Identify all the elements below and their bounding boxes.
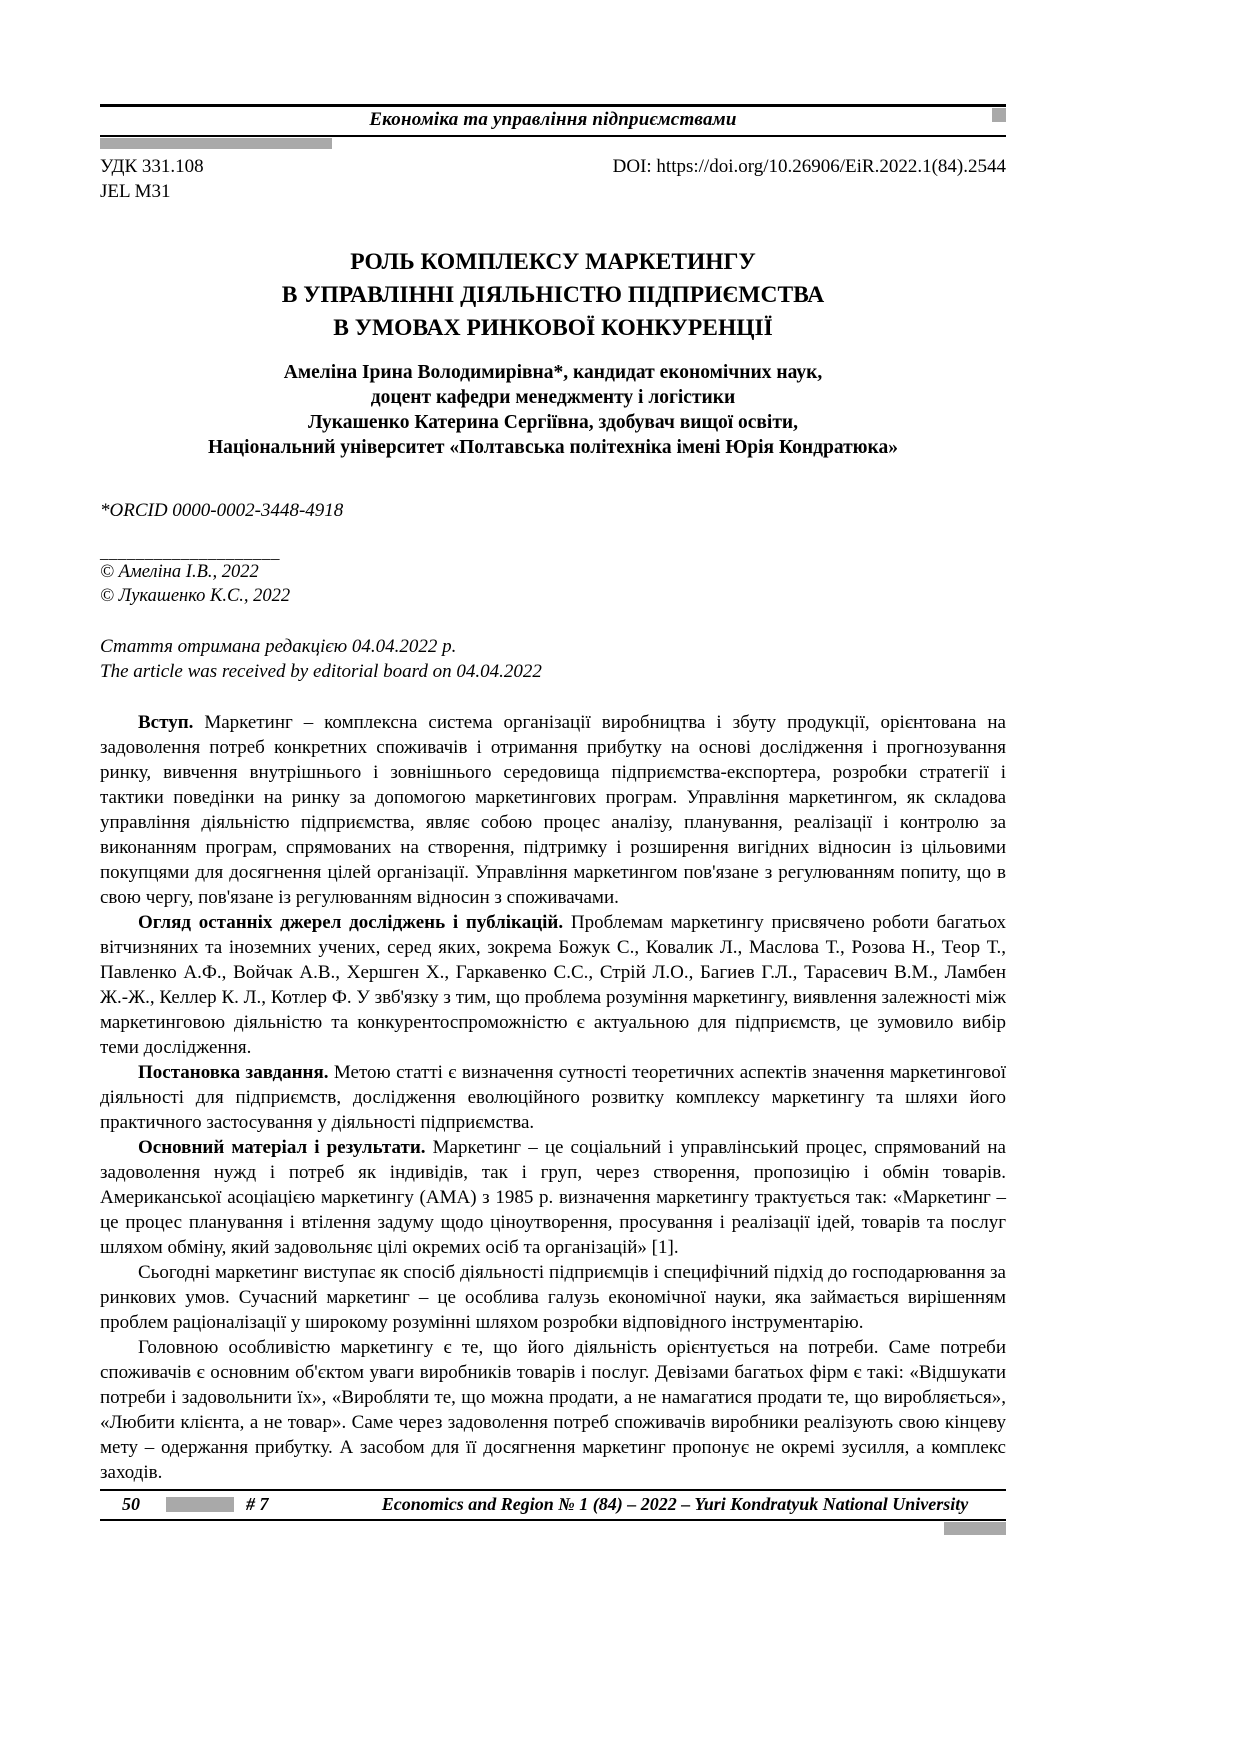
paragraph-text: Маркетинг – комплексна система організації виробництва і збуту продукції, орієнтована на задоволення потреб конкретних споживачів і отримання прибутку на основі дослідження і прогнозування ринку, вивчення внутрішнього і зовнішнього середовища підприємства-експортера, розробки стратегії і тактики поведінки на ринку за допомогою маркетингових програм. Управління маркетингом, як складова управління діяльністю підприємства, являє собою процес аналізу, планування, реалізації і контролю за виконанням програм, спрямованих на створення, підтримку і розширення вигідних відносин із цільовими покупцями для досягнення цілей організації. Управління маркетингом пов'язане з регулюванням попиту, що в свою чергу, пов'язане із регулюванням відносин з споживачами. [100, 712, 1006, 908]
page-footer [100, 1489, 1006, 1535]
udk-code: УДК 331.108 [100, 156, 204, 177]
header-accent-square [992, 108, 1006, 122]
paragraph-lead: Основний матеріал і результати. [138, 1137, 426, 1158]
journal-section-title: Економіка та управління підприємствами [369, 109, 737, 130]
doi-line: DOI: https://doi.org/10.26906/EiR.2022.1(84).2544 [612, 156, 1006, 177]
footer-accent-square [944, 1522, 1006, 1535]
paragraph-text: Маркетинг – це соціальний і управлінський процес, спрямований на задоволення нужд і потреб як індивідів, так і груп, через створення, пропозицію і обмін товарів. Американської асоціацією маркетингу (АМА) з 1985 р. визначення маркетингу трактується так: «Маркетинг – це процес планування і втілення задуму щодо ціноутворення, просування і реалізації ідей, товарів та послуг шляхом обміну, який задовольняє цілі окремих осіб та організацій» [1]. [100, 1137, 1006, 1258]
paragraph-lead: Вступ. [138, 712, 194, 733]
paragraph-text: Проблемам маркетингу присвячено роботи багатьох вітчизняних та іноземних учених, серед яких, зокрема Божук С., Ковалик Л., Маслова Т., Розова Н., Теор Т., Павленко А.Ф., Войчак А.В., Хершген Х., Гаркавенко С.С., Стрій Л.О., Багиев Г.Л., Тарасевич В.М., Ламбен Ж.-Ж., Келлер К. Л., Котлер Ф. У звб'язку з тим, що проблема розуміння маркетингу, виявлення залежності між маркетинговою діяльністю та конкурентоспроможністю є актуальною для підприємств, це зумовило вибір теми дослідження. [100, 912, 1007, 1058]
affiliation-line: Національний університет «Полтавська політехніка імені Юрія Кондратюка» [208, 437, 898, 458]
copyright-line: © Лукашенко К.С., 2022 [100, 586, 291, 606]
jel-code: JEL M31 [100, 181, 171, 202]
paragraph-text: Метою статті є визначення сутності теоретичних аспектів значення маркетингової діяльності для підприємств, дослідження еволюційного розвитку комплексу маркетингу та шляхи його практичного застосування у діяльності підприємства. [100, 1062, 1006, 1133]
copyright-line: © Амеліна І.В., 2022 [100, 562, 259, 582]
paragraph-lead: Постановка завдання. [138, 1062, 329, 1083]
article-title [100, 246, 1006, 345]
article-body [100, 710, 1006, 1485]
header-accent-band [100, 138, 332, 149]
author-line: Лукашенко Катерина Сергіївна, здобувач вищої освіти, [307, 412, 799, 433]
copyright-block [100, 543, 1006, 608]
title-line: В УПРАВЛІННІ ДІЯЛЬНІСТЮ ПІДПРИЄМСТВА [281, 282, 825, 308]
footer-journal-line: Economics and Region № 1 (84) – 2022 – Yuri Kondratyuk National University [381, 1494, 969, 1514]
paragraph [100, 1260, 1006, 1335]
author-line: доцент кафедри менеджменту і логістики [370, 387, 736, 408]
paragraph-text: Сьогодні маркетинг виступає як спосіб діяльності підприємців і специфічний підхід до господарювання за ринкових умов. Сучасний маркетинг – це особлива галузь економічної науки, яка займається вирішенням проблем раціоналізації у широкому розумінні шляхом розробки відповідного інструментарію. [100, 1262, 1006, 1333]
journal-header-bar [100, 104, 1006, 137]
paragraph [100, 1335, 1006, 1485]
authors-block [100, 360, 1006, 460]
footer-row [100, 1489, 1006, 1521]
paragraph-lead: Огляд останніх джерел досліджень і публікацій. [138, 912, 564, 933]
paragraph [100, 710, 1006, 910]
footer-accent-band [166, 1497, 234, 1512]
author-line: Амеліна Ірина Володимирівна*, кандидат економічних наук, [283, 362, 823, 383]
title-line: РОЛЬ КОМПЛЕКСУ МАРКЕТИНГУ [350, 249, 756, 275]
copyright-divider: ____________________ [100, 543, 280, 562]
received-note-en: The article was received by editorial board on 04.04.2022 [100, 661, 542, 682]
paragraph-text: Головною особливістю маркетингу є те, що його діяльність орієнтується на потреби. Саме потреби споживачів є основним об'єктом уваги виробників товарів і послуг. Девізами багатьох фірм є такі: «Відшукати потреби і задовольнити їх», «Виробляти те, що можна продати, а не намагатися продати те, що виробляється», «Любити клієнта, а не товар». Саме через задоволення потреб споживачів виробники реалізують свою кінцеву мету – одержання прибутку. А засобом для її досягнення маркетинг пропонує не окремі зусилля, а комплекс заходів. [100, 1337, 1006, 1483]
footer-issue-mark: # 7 [246, 1494, 269, 1514]
meta-row [100, 154, 1006, 204]
paragraph [100, 1060, 1006, 1135]
received-block [100, 634, 1006, 684]
paragraph [100, 1135, 1006, 1260]
classification-codes [100, 154, 204, 204]
footer-page-number: 50 [122, 1494, 140, 1514]
page-content [100, 104, 1006, 1485]
orcid-line: *ORCID 0000-0002-3448-4918 [100, 500, 344, 521]
paragraph [100, 910, 1006, 1060]
title-line: В УМОВАХ РИНКОВОЇ КОНКУРЕНЦІЇ [333, 315, 773, 341]
received-note-ua: Стаття отримана редакцією 04.04.2022 р. [100, 636, 457, 657]
footer-accent-row [100, 1521, 1006, 1535]
